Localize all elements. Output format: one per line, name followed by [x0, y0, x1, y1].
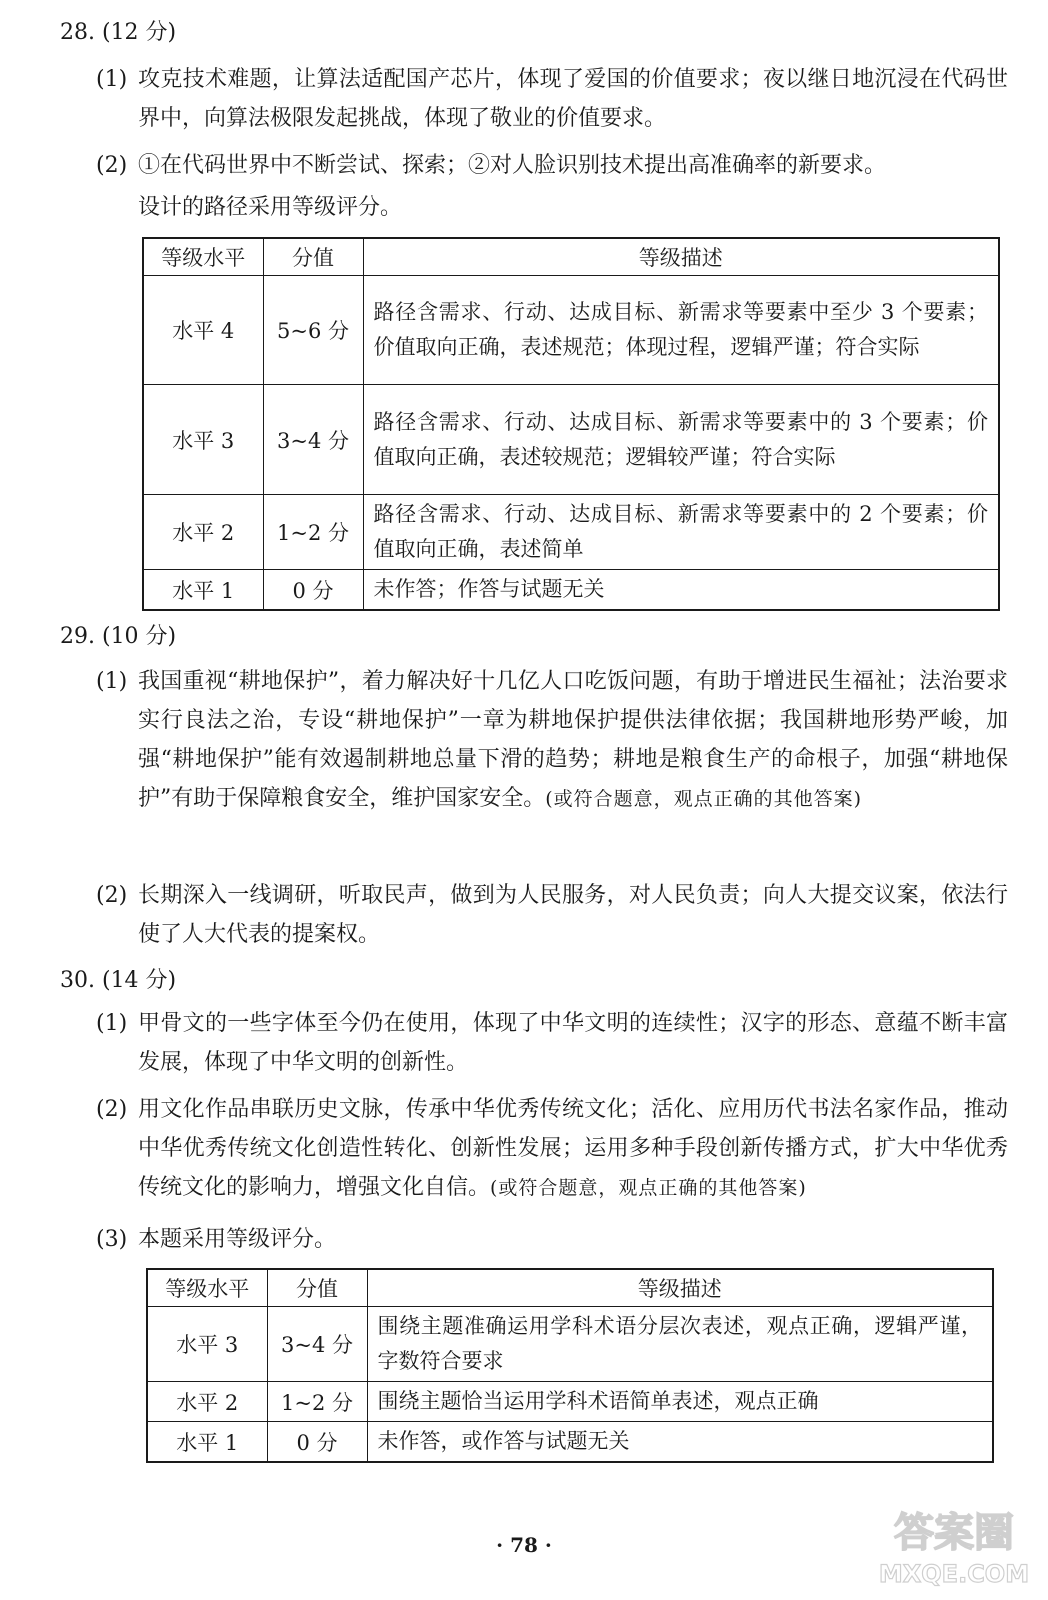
q29-part1-number: (1)	[96, 669, 128, 694]
header-score: 分值	[267, 1269, 367, 1307]
q30-part2-text: 用文化作品串联历史文脉，传承中华优秀传统文化；活化、应用历代书法名家作品，推动中华优秀传统文化创造性转化、创新性发展；运用多种手段创新传播方式，扩大中华优秀传统文化的影响力，增强文化自信。	[138, 1097, 1008, 1200]
q30-part3-text: 本题采用等级评分。	[138, 1227, 337, 1252]
level-cell: 水平 3	[147, 1307, 267, 1382]
description-cell: 围绕主题恰当运用学科术语简单表述，观点正确	[367, 1382, 993, 1422]
q30-part1-number: (1)	[96, 1011, 128, 1036]
score-cell: 1~2 分	[263, 495, 363, 570]
q29-part1-text: 我国重视“耕地保护”，着力解决好十几亿人口吃饭问题，有助于增进民生福祉；法治要求实行良法之治，专设“耕地保护”一章为耕地保护提供法律依据；我国耕地形势严峻，加强“耕地保护”能有效遏制耕地总量下滑的趋势；耕地是粮食生产的命根子，加强“耕地保护”有助于保障粮食安全，维护国家安全。	[138, 669, 1008, 811]
q29-part1-note: (或符合题意，观点正确的其他答案)	[545, 788, 863, 810]
table-row	[143, 276, 999, 385]
q28-part2-number: (2)	[96, 153, 128, 178]
level-cell: 水平 1	[143, 570, 263, 611]
table-row	[147, 1382, 993, 1422]
q28-part1-number: (1)	[96, 67, 128, 92]
table-row	[147, 1307, 993, 1382]
score-cell: 3~4 分	[263, 385, 363, 495]
q30-title: 30. (14 分)	[60, 968, 177, 993]
q30-part2-text-block	[138, 1090, 1008, 1208]
page-number: · 78 ·	[496, 1533, 552, 1557]
q30-part2-note: (或符合题意，观点正确的其他答案)	[490, 1177, 807, 1199]
q28-grading-table	[142, 237, 1000, 611]
level-cell: 水平 1	[147, 1422, 267, 1463]
level-cell: 水平 3	[143, 385, 263, 495]
level-cell: 水平 2	[143, 495, 263, 570]
q29-part2-text: 长期深入一线调研，听取民声，做到为人民服务，对人民负责；向人大提交议案，依法行使了人大代表的提案权。	[138, 883, 1008, 947]
q29-part1-text-block	[138, 662, 1008, 819]
header-level: 等级水平	[147, 1269, 267, 1307]
header-score: 分值	[263, 238, 363, 276]
table-header-row	[143, 238, 999, 276]
description-cell: 未作答；作答与试题无关	[363, 570, 999, 611]
table-header-row	[147, 1269, 993, 1307]
q30-grading-table	[146, 1268, 994, 1463]
q30-part2	[96, 1090, 1008, 1208]
header-description: 等级描述	[367, 1269, 993, 1307]
description-cell: 未作答，或作答与试题无关	[367, 1422, 993, 1463]
q28-part2-note: 设计的路径采用等级评分。	[138, 195, 403, 220]
header-level: 等级水平	[143, 238, 263, 276]
table-row	[143, 570, 999, 611]
description-cell: 路径含需求、行动、达成目标、新需求等要素中至少 3 个要素；价值取向正确，表述规范；体现过程，逻辑严谨；符合实际	[363, 276, 999, 385]
q28-part1	[96, 60, 1008, 138]
q30-part1	[96, 1004, 1008, 1082]
q29-part1	[96, 662, 1008, 819]
q29-part2	[96, 876, 1008, 954]
q28-title: 28. (12 分)	[60, 20, 177, 45]
score-cell: 1~2 分	[267, 1382, 367, 1422]
q29-part2-number: (2)	[96, 883, 128, 908]
watermark-text: 答案圈	[894, 1510, 1014, 1556]
q29-title: 29. (10 分)	[60, 624, 177, 649]
q30-part2-number: (2)	[96, 1097, 128, 1122]
watermark-url: MXQE.COM	[878, 1560, 1030, 1588]
level-cell: 水平 2	[147, 1382, 267, 1422]
score-cell: 5~6 分	[263, 276, 363, 385]
q28-part1-text: 攻克技术难题，让算法适配国产芯片，体现了爱国的价值要求；夜以继日地沉浸在代码世界中，向算法极限发起挑战，体现了敬业的价值要求。	[138, 67, 1008, 131]
table-row	[143, 385, 999, 495]
watermark-logo	[874, 1498, 1034, 1590]
level-cell: 水平 4	[143, 276, 263, 385]
table-row	[143, 495, 999, 570]
description-cell: 围绕主题准确运用学科术语分层次表述，观点正确，逻辑严谨，字数符合要求	[367, 1307, 993, 1382]
description-cell: 路径含需求、行动、达成目标、新需求等要素中的 3 个要素；价值取向正确，表述较规范；逻辑较严谨；符合实际	[363, 385, 999, 495]
q30-part3	[96, 1220, 1008, 1259]
header-description: 等级描述	[363, 238, 999, 276]
score-cell: 0 分	[267, 1422, 367, 1463]
q30-part3-number: (3)	[96, 1227, 128, 1252]
score-cell: 3~4 分	[267, 1307, 367, 1382]
q28-part2	[96, 146, 1008, 185]
description-cell: 路径含需求、行动、达成目标、新需求等要素中的 2 个要素；价值取向正确，表述简单	[363, 495, 999, 570]
score-cell: 0 分	[263, 570, 363, 611]
q30-part1-text: 甲骨文的一些字体至今仍在使用，体现了中华文明的连续性；汉字的形态、意蕴不断丰富发展，体现了中华文明的创新性。	[138, 1011, 1008, 1075]
q28-part2-text: ①在代码世界中不断尝试、探索；②对人脸识别技术提出高准确率的新要求。	[138, 153, 887, 178]
table-row	[147, 1422, 993, 1463]
